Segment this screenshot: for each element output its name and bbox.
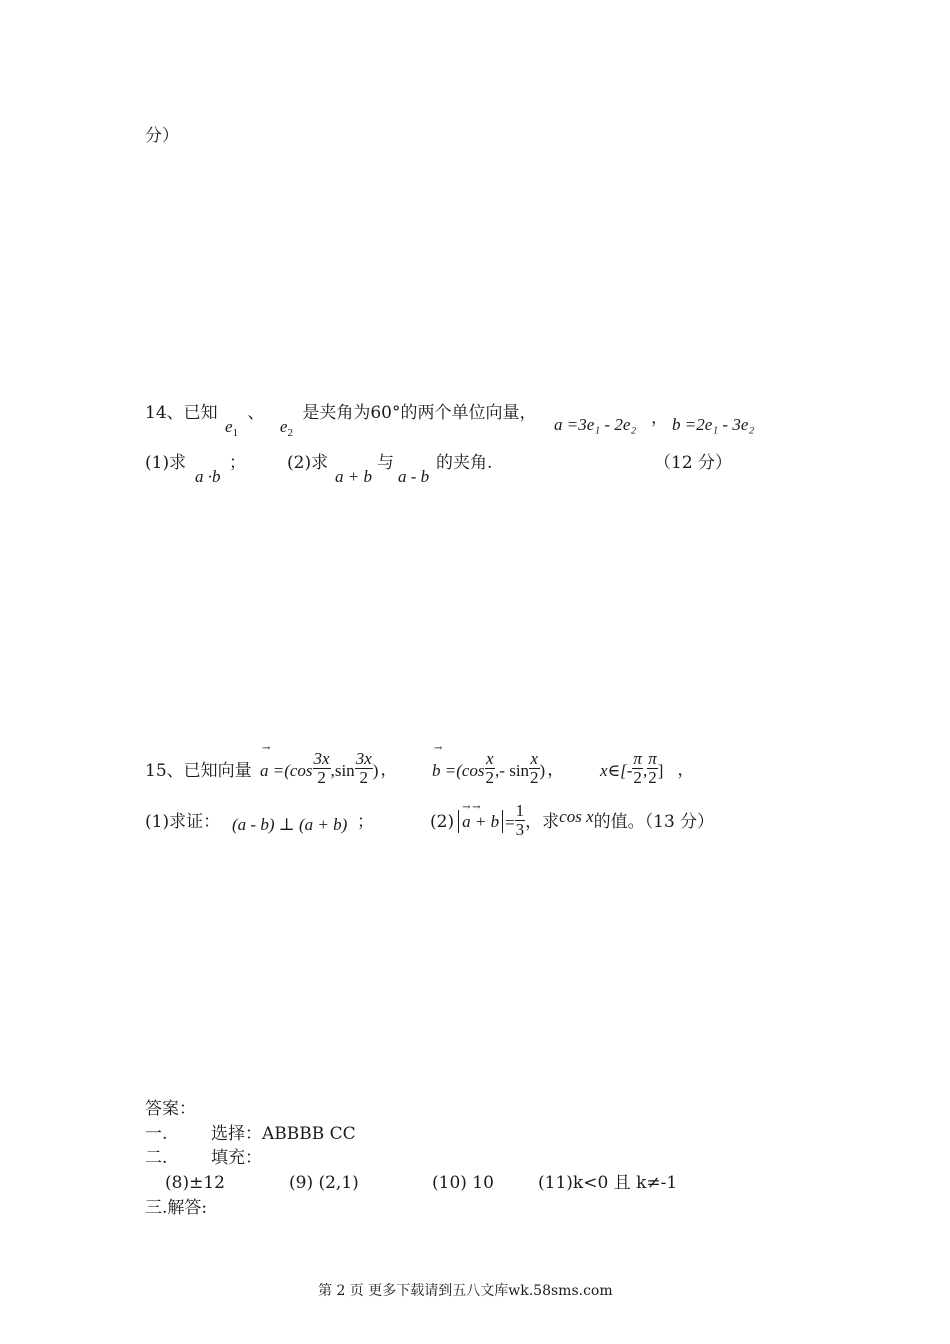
answer-fill-9: (9) (2,1) xyxy=(289,1173,359,1193)
fraction: $\frac{\pi}{2}$ xyxy=(633,748,642,787)
fraction: $\frac{3x}{2}$ xyxy=(313,748,330,787)
vector-arrow-icon: → xyxy=(262,743,271,754)
answers-title: 答案： xyxy=(145,1099,196,1119)
fraction: $\frac{1}{3}$ xyxy=(515,800,525,839)
q15-vector-a: → a =(cos $\frac{3x}{2}$ ,sin $\frac{3x}{2}$ ) ， xyxy=(260,743,398,787)
q15-part1-label: (1)求证： xyxy=(145,812,221,832)
q14-line-1 xyxy=(145,403,537,439)
q15-vector-b: → b =(cos $\frac{x}{2}$ ,- sin $\frac{x}{2}$ ) ， xyxy=(432,743,565,787)
q14-a-minus-b: a - b xyxy=(398,467,430,486)
page-footer: 第 2 页 更多下载请到五八文库wk.58sms.com xyxy=(318,1283,613,1299)
answers-sec2-text: 填充： xyxy=(211,1148,262,1168)
q14-separator: 、 xyxy=(247,403,265,423)
fraction: $\frac{x}{2}$ xyxy=(530,748,539,787)
q14-part1-label: (1)求 xyxy=(145,453,187,473)
vector-arrow-icon: → xyxy=(472,802,481,813)
q15-part2: (2) → → a + b = $\frac{1}{3}$ ，求 cos x 的值。（13 分） xyxy=(430,800,715,839)
q14-line1-mid: 是夹角为60°的两个单位向量， xyxy=(302,403,537,423)
answer-fill-11: (11)k<0 且 k≠-1 xyxy=(538,1173,678,1193)
answers-sec1-text: 选择：ABBBB CC xyxy=(211,1124,356,1144)
answer-fill-10: (10) 10 xyxy=(432,1173,494,1193)
q14-part2-label: (2)求 xyxy=(287,453,329,473)
q15-part2-tail: 的值。（13 分） xyxy=(593,811,715,832)
q14-a-dot-b: a ·b xyxy=(195,467,221,486)
q14-part2-tail: 的夹角. xyxy=(436,453,493,473)
q14-comma: ， xyxy=(651,408,668,428)
q14-a-plus-b: a + b xyxy=(335,467,372,486)
fraction: $\frac{x}{2}$ xyxy=(485,748,495,787)
q14-semicolon: ； xyxy=(229,453,246,473)
fraction: $\frac{3x}{2}$ xyxy=(355,748,372,787)
answers-sec3: 三.解答: xyxy=(145,1198,208,1218)
q14-e2: $e_2$ xyxy=(279,417,293,439)
q14-e1: $e_1$ xyxy=(225,417,239,439)
q15-cos-x: cos x xyxy=(559,806,594,826)
q15-abs-value: → → a + b xyxy=(458,813,503,831)
q15-semicolon: ； xyxy=(357,812,374,832)
q14-with: 与 xyxy=(377,453,394,473)
answer-fill-8: (8)±12 xyxy=(165,1173,225,1193)
answers-sec1-number: 一. xyxy=(145,1124,168,1144)
q15-proof-expression: (a - b) ⊥ (a + b) xyxy=(232,815,348,834)
q15-prefix: 15、已知向量 xyxy=(145,761,252,781)
q14-a-definition: a =3e₁ - 2e₂ xyxy=(554,415,637,434)
q14-score: （12 分） xyxy=(654,453,733,473)
vector-arrow-icon: → xyxy=(434,743,443,754)
answers-sec2-number: 二. xyxy=(145,1148,168,1168)
q14-b-definition: b =2e₁ - 3e₂ xyxy=(672,415,755,434)
continued-text: 分） xyxy=(145,126,179,146)
q14-prefix: 14、已知 xyxy=(145,403,218,423)
fraction: $\frac{\pi}{2}$ xyxy=(648,748,657,787)
q15-x-range: x∈[- $\frac{\pi}{2}$ , $\frac{\pi}{2}$ ] ， xyxy=(600,748,695,787)
vector-arrow-icon: → xyxy=(462,802,471,813)
q15-part2-label: (2) xyxy=(430,811,455,832)
